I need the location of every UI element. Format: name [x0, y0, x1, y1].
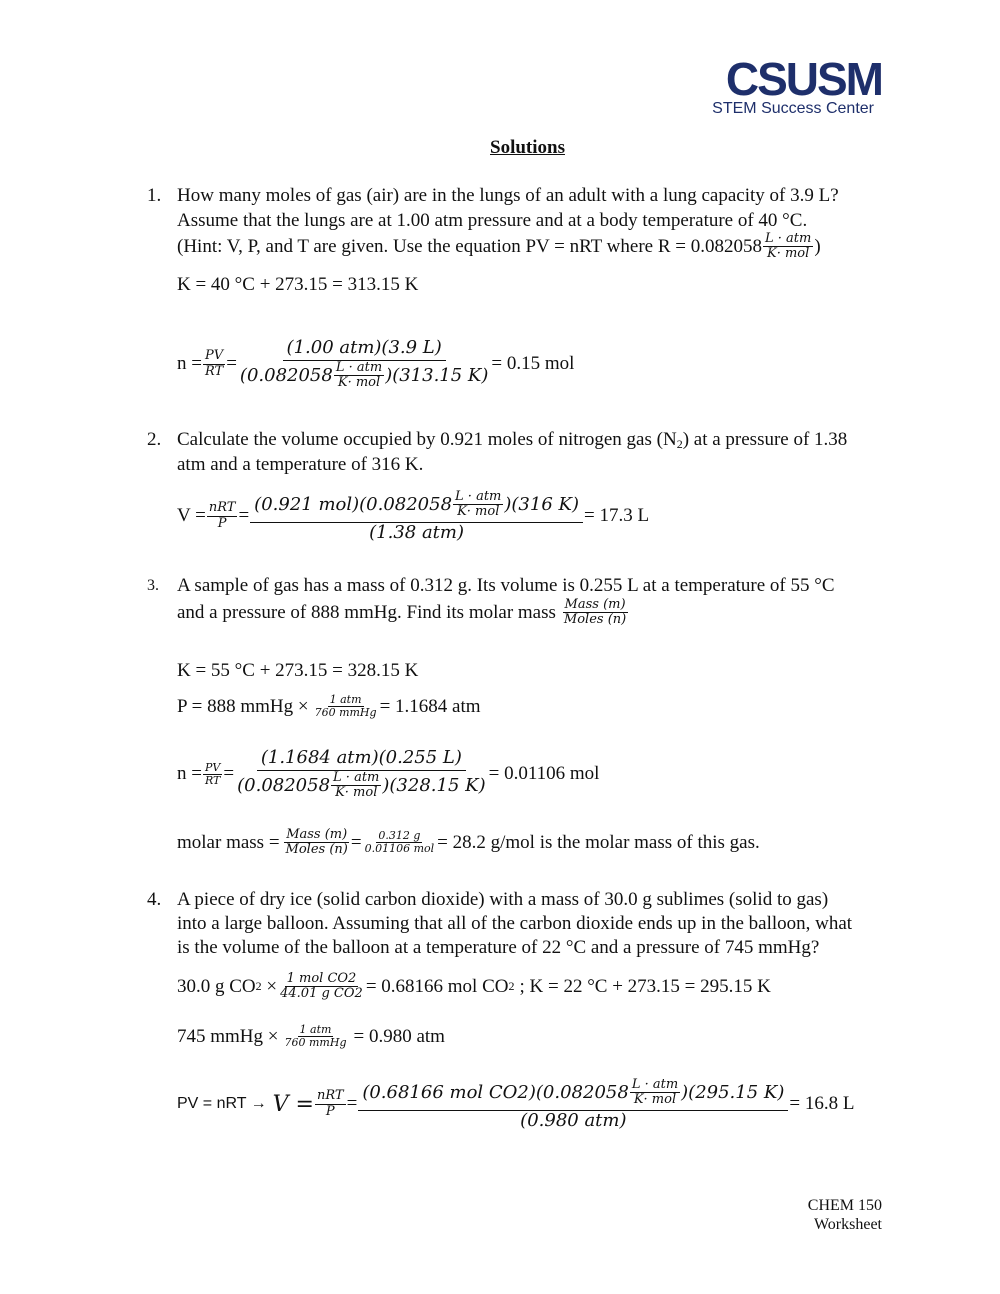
num-part-a: (0.921 mol)(0.082058: [254, 493, 453, 515]
hint-close: ): [814, 235, 821, 257]
main-fraction: [238, 338, 490, 390]
problem-1-line-1: How many moles of gas (air) are in the lungs of an adult with a lung capacity of 3.9 L?: [177, 185, 839, 206]
units-num: L · atm: [631, 1077, 679, 1092]
page-title: Solutions: [490, 137, 565, 158]
r-units-fraction: [334, 361, 384, 391]
line-text: P = 888 mmHg ×: [177, 695, 309, 717]
frac-den: Moles (n): [563, 612, 627, 628]
eq-prefix: PV = nRT →: [177, 1095, 267, 1113]
co2-result: = 0.68166 mol CO: [365, 975, 509, 997]
den-part-a: (0.082058: [239, 364, 333, 386]
main-den: (1.38 atm): [369, 521, 465, 543]
frac-num: 1 atm: [299, 1023, 332, 1036]
logo-subtitle: STEM Success Center: [712, 100, 874, 117]
mm-result: = 28.2 g/mol is the molar mass of this gas.: [437, 831, 760, 853]
main-fraction: [235, 748, 487, 800]
main-fraction: [250, 490, 583, 542]
units-num: L · atm: [455, 489, 502, 504]
pressure-result: = 0.980 atm: [353, 1025, 445, 1047]
problem-4-co2-conversion: [177, 972, 771, 1002]
units-den: K· mol: [457, 504, 500, 520]
pressure-lhs: 745 mmHg ×: [177, 1025, 279, 1047]
pv-rt-fraction: [203, 762, 222, 787]
frac-den: 44.01 g CO2: [280, 986, 363, 1002]
line-text: and a pressure of 888 mmHg. Find its molar mass: [177, 601, 556, 623]
problem-2-equation: [177, 490, 649, 542]
line-part: ) at a pressure of 1.38: [682, 429, 848, 450]
co2-fraction: [278, 972, 365, 1002]
subscript-2: 2: [676, 437, 683, 451]
co2-kelvin: ; K = 22 °C + 273.15 = 295.15 K: [519, 975, 771, 997]
eq-lhs: n =: [177, 353, 202, 375]
atm-conversion-fraction: [283, 1024, 349, 1049]
frac-num: PV: [205, 760, 221, 774]
frac-den: 0.01106 mol: [364, 842, 435, 856]
r-units-num: L · atm: [764, 231, 812, 246]
problem-3-kelvin: K = 55 °C + 273.15 = 328.15 K: [177, 660, 419, 681]
problem-2-line-1: [177, 429, 847, 452]
den-part-b: )(313.15 K): [385, 364, 489, 386]
num-part-b: )(316 K): [504, 493, 579, 515]
problem-3-line-2: [177, 598, 629, 628]
main-num: (1.00 atm)(3.9 L): [283, 338, 446, 361]
main-den: (0.980 atm): [520, 1109, 627, 1131]
mm-lhs: molar mass =: [177, 831, 280, 853]
frac-den: 760 mmHg: [314, 706, 377, 720]
equals-sign: =: [346, 1093, 358, 1115]
main-num: (1.1684 atm)(0.255 L): [257, 748, 466, 771]
equals-sign: =: [350, 831, 362, 853]
units-den: K· mol: [337, 375, 381, 391]
main-den: [235, 771, 487, 801]
problem-4-line-1: A piece of dry ice (solid carbon dioxide) with a mass of 30.0 g sublimes (solid to gas): [177, 889, 829, 910]
times-sign: ×: [261, 975, 278, 997]
problem-3-line-1: A sample of gas has a mass of 0.312 g. Its volume is 0.255 L at a temperature of 55 °C: [177, 575, 835, 596]
frac-den: RT: [204, 773, 221, 787]
den-part-a: (0.082058: [237, 774, 331, 796]
subscript-2: 2: [255, 979, 262, 994]
frac-num: 1 mol CO2: [286, 971, 357, 986]
problem-2-line-2: atm and a temperature of 316 K.: [177, 454, 424, 475]
problem-1-equation: [177, 338, 574, 390]
r-units-fraction: [453, 490, 503, 520]
problem-1-hint: [177, 232, 821, 262]
problem-4-pressure: [177, 1024, 445, 1049]
frac-den: P: [325, 1103, 335, 1119]
problem-4-equation: [177, 1078, 854, 1130]
problem-3-equation: [177, 748, 599, 800]
problem-1-kelvin: K = 40 °C + 273.15 = 313.15 K: [177, 274, 419, 295]
hint-text: (Hint: V, P, and T are given. Use the equation PV = nRT where R = 0.082058: [177, 235, 762, 257]
frac-num: 0.312 g: [378, 829, 421, 843]
eq-result: = 0.01106 mol: [488, 763, 600, 785]
mass-moles-fraction: [562, 598, 628, 628]
r-units-den: K· mol: [767, 246, 810, 262]
subscript-2: 2: [508, 979, 515, 994]
footer-type: Worksheet: [813, 1216, 882, 1233]
eq-result: = 0.15 mol: [491, 353, 575, 375]
co2-lhs: 30.0 g CO: [177, 975, 256, 997]
problem-3-molar-mass: [177, 828, 760, 858]
eq-lhs: n =: [177, 763, 202, 785]
main-fraction: [358, 1078, 788, 1130]
equals-sign: =: [226, 353, 237, 375]
mm-value-fraction: [363, 830, 437, 855]
eq-result: = 16.8 L: [789, 1093, 855, 1115]
eq-result: = 17.3 L: [583, 505, 650, 527]
problem-1-line-2: Assume that the lungs are at 1.00 atm pressure and at a body temperature of 40 °C.: [177, 210, 808, 231]
r-units-fraction: [630, 1078, 680, 1108]
equals-sign: =: [223, 763, 235, 785]
frac-den: RT: [204, 363, 224, 379]
line-part: Calculate the volume occupied by 0.921 moles of nitrogen gas (N: [177, 429, 677, 450]
problem-4-line-3: is the volume of the balloon at a temperature of 22 °C and a pressure of 745 mmHg?: [177, 937, 820, 958]
num-part-a: (0.68166 mol CO2)(0.082058: [362, 1081, 629, 1103]
nrt-p-fraction: [207, 501, 238, 531]
nrt-p-fraction: [315, 1089, 346, 1119]
eq-lhs: V =: [177, 505, 206, 527]
csusm-logo: CSUSM: [725, 53, 882, 105]
problem-2-number: 2.: [147, 429, 162, 450]
r-units-fraction: [331, 771, 381, 801]
frac-num: nRT: [208, 500, 236, 516]
frac-num: 1 atm: [329, 693, 362, 706]
frac-num: nRT: [317, 1088, 344, 1104]
problem-4-number: 4.: [147, 889, 162, 910]
line-result: = 1.1684 atm: [379, 695, 481, 717]
units-den: K· mol: [335, 785, 378, 801]
frac-den: 760 mmHg: [284, 1036, 347, 1050]
frac-num: Mass (m): [286, 827, 348, 842]
eq-v: V =: [272, 1091, 314, 1117]
units-den: K· mol: [633, 1092, 677, 1108]
main-num: [250, 490, 583, 523]
frac-num: Mass (m): [564, 597, 626, 612]
problem-4-line-2: into a large balloon. Assuming that all of the carbon dioxide ends up in the balloon, what: [177, 913, 853, 934]
r-units-fraction: [763, 232, 813, 262]
units-num: L · atm: [333, 769, 380, 785]
frac-den: Moles (n): [285, 842, 348, 858]
atm-conversion-fraction: [313, 694, 379, 719]
num-part-b: )(295.15 K): [681, 1081, 785, 1103]
units-num: L · atm: [335, 359, 383, 375]
problem-3-number: 3.: [147, 577, 159, 594]
footer-course: CHEM 150: [807, 1197, 882, 1214]
problem-1-number: 1.: [147, 185, 162, 206]
equals-sign: =: [238, 505, 250, 527]
main-num: [358, 1078, 788, 1111]
pv-rt-fraction: [203, 349, 225, 379]
problem-3-pressure: [177, 694, 481, 719]
den-part-b: )(328.15 K): [382, 774, 486, 796]
frac-den: P: [217, 515, 227, 531]
main-den: [238, 361, 490, 391]
frac-num: PV: [205, 348, 224, 364]
mass-moles-fraction: [284, 828, 350, 858]
